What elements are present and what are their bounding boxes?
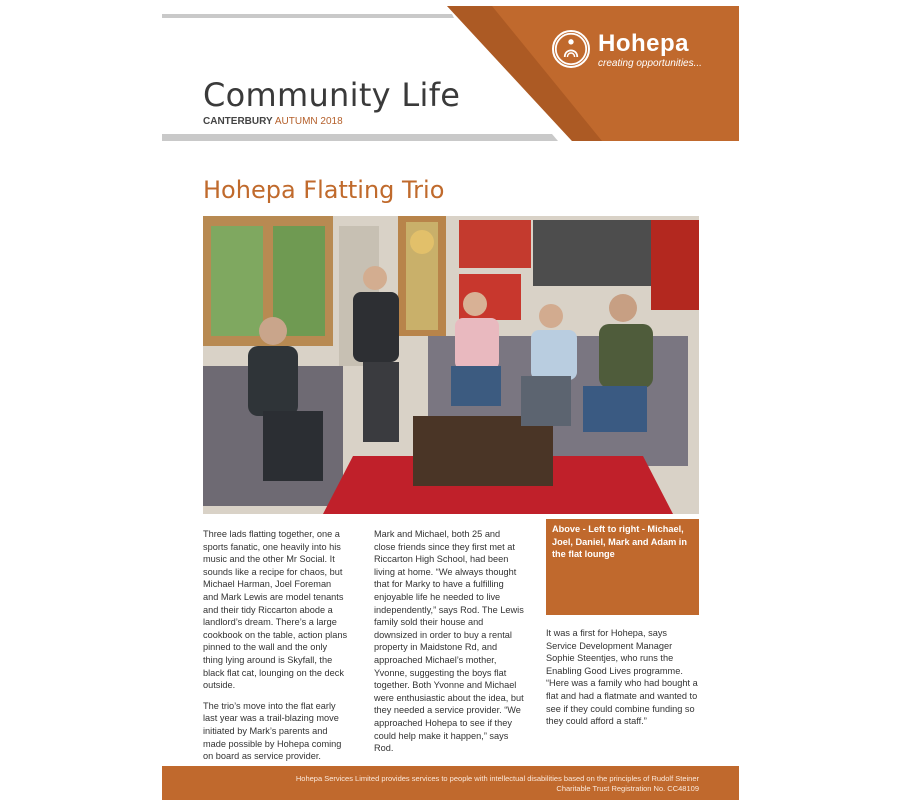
article-column-1 xyxy=(203,528,349,771)
flat-lounge-photo xyxy=(203,216,699,514)
paragraph: It was a first for Hohepa, says Service Development Manager Sophie Steentjes, who runs the Enabling Good Lives programme. “Here was a family who had bought a flat and had a flatmate and wanted to see if they could combine funding so they could afford a staff.” xyxy=(546,628,698,727)
paragraph: Mark and Michael, both 25 and close friends since they first met at Riccarton High School, had been living at home. “We always thought that for Marky to have a fulfilling enjoyable life he needed to live independently,” says Rod. The Lewis family sold their house and downsized in order to buy a rental property in Maidstone Rd, and approached Michael’s mother, Yvonne, suggesting the boys flat together. Both Yvonne and Michael were enthusiastic about the idea, but they needed a service provider. “We approached Hohepa to see if they could help make it happen,” says Rod. xyxy=(374,529,524,754)
edition-season: AUTUMN 2018 xyxy=(274,116,343,127)
photo-caption: Above - Left to right - Michael, Joel, Daniel, Mark and Adam in the flat lounge xyxy=(546,519,699,615)
edition-line xyxy=(203,116,343,127)
footer-line-2: Charitable Trust Registration No. CC48109 xyxy=(556,784,699,793)
newsletter-page xyxy=(162,6,739,800)
hohepa-logo xyxy=(552,30,732,76)
paragraph: The trio’s move into the flat early last year was a trail-blazing move initiated by Mark’s parents and made possible by Hohepa coming on board as service provider. xyxy=(203,700,342,762)
logo-tagline: creating opportunities... xyxy=(598,58,702,69)
footer-bar xyxy=(162,766,739,800)
edition-region: CANTERBURY xyxy=(203,116,273,127)
paragraph: Three lads flatting together, one a sports fanatic, one heavily into his music and the other Mr Social. It sounds like a recipe for chaos, but Michael Harman, Joel Foreman and Mark Lewis are model tenants and their tidy Riccarton abode a landlord’s dream. There’s a large cookbook on the table, action plans pinned to the wall and the only thing lying around is Skyfall, the black flat cat, lounging on the deck outside. xyxy=(203,529,348,691)
footer-line-1: Hohepa Services Limited provides services to people with intellectual disabilities based on the principles of Rudolf Steiner xyxy=(295,774,699,783)
article-title: Hohepa Flatting Trio xyxy=(203,176,445,204)
article-column-2 xyxy=(374,528,524,763)
logo-text: Hohepa xyxy=(598,30,690,57)
newsletter-title: Community Life xyxy=(203,76,461,114)
hohepa-logo-icon xyxy=(552,30,590,68)
article-column-3 xyxy=(546,627,699,736)
